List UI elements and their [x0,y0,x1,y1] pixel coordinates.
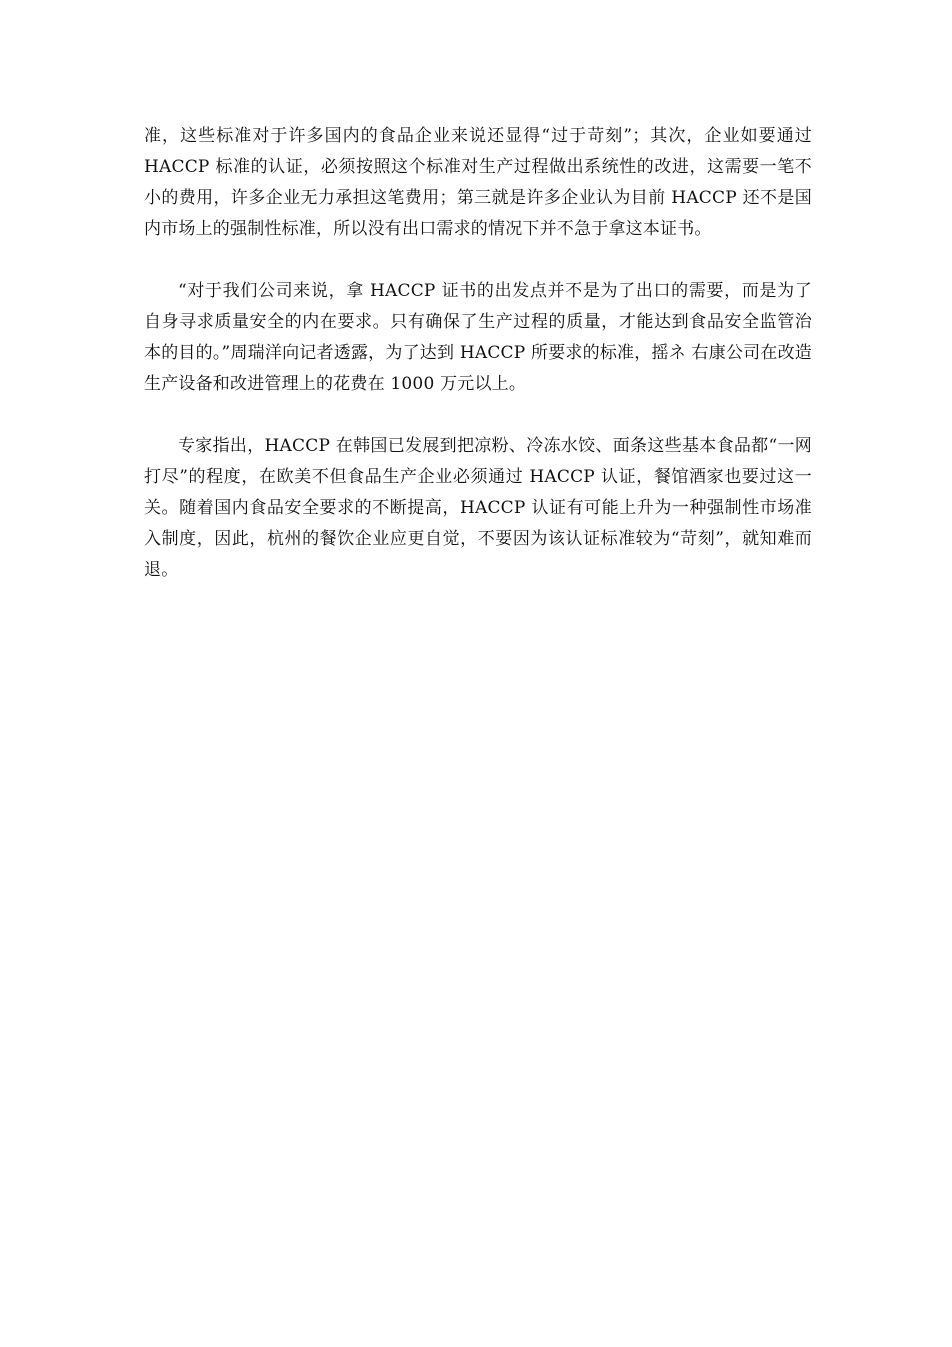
paragraph-spacer [144,245,812,276]
paragraph-quote: “对于我们公司来说，拿 HACCP 证书的出发点并不是为了出口的需要，而是为了自身寻求质量安全的内在要求。只有确保了生产过程的质量，才能达到食品安全监管治本的目的。”周瑞洋向记者透露，为了达到 HACCP 所要求的标准，摇ネ 右康公司在改造生产设备和改进管理上的花费在 1000 万元以上。 [144,281,812,394]
body-text [144,121,812,586]
paragraph-expert: 专家指出，HACCP 在韩国已发展到把凉粉、冷冻水饺、面条这些基本食品都“一网打尽”的程度，在欧美不但食品生产企业必须通过 HACCP 认证，餐馆酒家也要过这一关。随着国内食品安全要求的不断提高，HACCP 认证有可能上升为一种强制性市场准入制度，因此，杭州的餐饮企业应更自觉，不要因为该认证标准较为“苛刻”，就知难而退。 [144,436,812,580]
paragraph-spacer [144,400,812,431]
paragraph-continuation: 准，这些标准对于许多国内的食品企业来说还显得“过于苛刻”；其次，企业如要通过 HACCP 标准的认证，必须按照这个标准对生产过程做出系统性的改进，这需要一笔不小的费用，许多企业无力承担这笔费用；第三就是许多企业认为目前 HACCP 还不是国内市场上的强制性标准，所以没有出口需求的情况下并不急于拿这本证书。 [144,126,812,239]
